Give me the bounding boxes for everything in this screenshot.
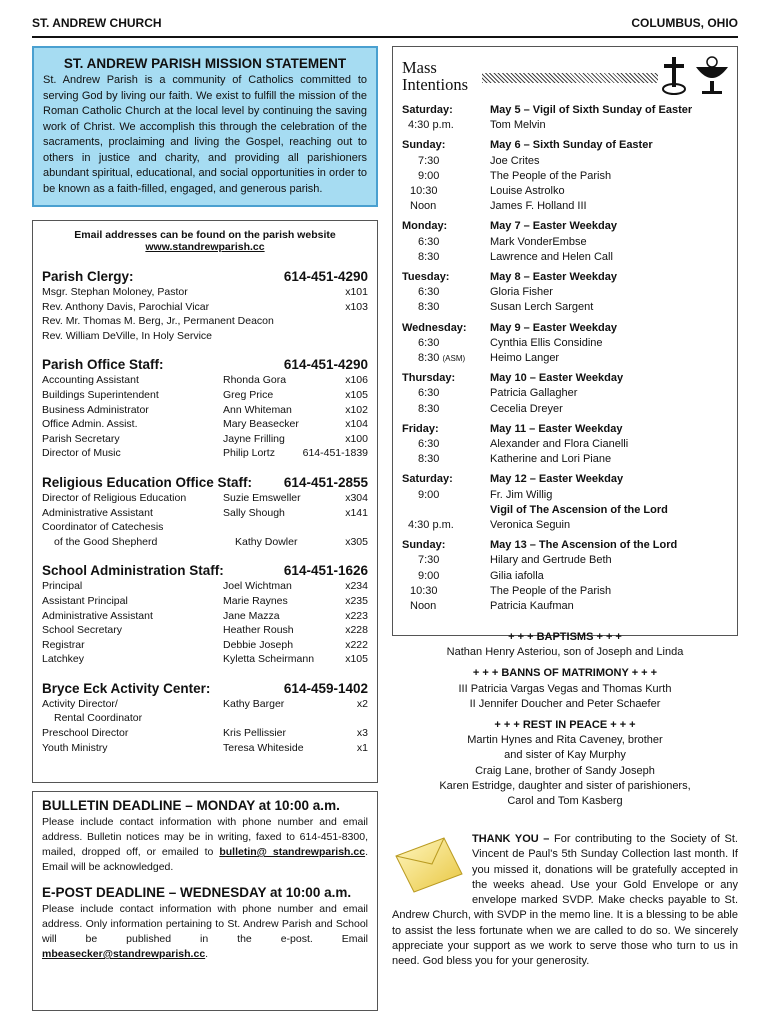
staff-extension: x102 [345,403,368,416]
notice-line: Nathan Henry Asteriou, son of Joseph and Linda [446,646,684,659]
staff-row [42,446,368,461]
section-title: Bryce Eck Activity Center: [42,680,211,696]
staff-directory [32,220,378,783]
mass-time [402,300,490,315]
staff-role: School Secretary [42,624,122,637]
staff-role: Parish Secretary [42,432,120,445]
mass-day-heading: May 10 – Easter Weekday [490,372,624,385]
mass-time-note: (ASM) [442,354,466,364]
staff-extension: x305 [345,535,368,548]
mass-intention-name: Gilia iafolla [490,569,544,582]
mass-day-times [402,219,490,265]
staff-section-bryce [42,681,368,755]
staff-name: Greg Price [223,388,274,401]
staff-role: Activity Director/ [42,697,118,710]
staff-role: Youth Ministry [42,741,108,754]
mass-day [402,138,728,214]
section-phone: 614-459-1402 [283,680,368,696]
staff-name: Ann Whiteman [223,403,292,416]
deadline-box [32,791,378,1011]
staff-role: Office Admin. Assist. [42,418,138,431]
mass-day [402,422,728,468]
mass-intention-name: Patricia Kaufman [490,600,574,613]
decorative-stripe [482,73,658,83]
mass-time [402,351,490,366]
mass-time-value: 6:30 [418,286,440,299]
staff-extension: x235 [345,594,368,607]
mass-time-value: 7:30 [418,554,440,567]
mass-intention-name: Fr. Jim Willig [490,488,553,501]
mass-time-value: 6:30 [418,336,440,349]
mass-time [402,599,490,614]
mass-title-line2: Intentions [402,75,468,94]
staff-row [42,741,368,756]
mass-day [402,270,728,316]
email-note: Email addresses can be found on the parish website [74,229,336,241]
thank-you-text: For contributing to the Society of St. Vincent de Paul's 5th Sunday Collection last month. If you missed it, donations will be gratefully accepted in the weeks ahead. Use your Gold Envelope or any envelope marked SVDP. Make checks payable to St. Andrew Church, with SVDP in the memo line. It is a blessing to be able to assist the less fortunate when we are called to do so. We sincerely appreciate your support as we work to serve those who turn to us in need. God bless you for your generosity. [392,833,738,968]
mass-intention-name: Joe Crites [490,154,540,167]
mass-time [402,553,490,568]
mass-day-name: Sunday: [402,539,446,552]
staff-role: Director of Music [42,447,121,460]
staff-row [42,388,368,403]
mass-intention-name: Cynthia Ellis Considine [490,336,603,349]
mass-intention-name: The People of the Parish [490,169,612,182]
staff-name: Debbie Joseph [223,638,294,651]
mass-intention-name: Mark VonderEmbse [490,235,587,248]
staff-row [42,520,368,535]
notice-line: III Patricia Vargas Vegas and Thomas Kurth [458,682,672,695]
mass-time-value: 7:30 [418,154,440,167]
mass-time [402,584,490,599]
mass-day [402,219,728,265]
staff-row [42,652,368,667]
staff-role: Preschool Director [42,727,129,740]
staff-role: Principal [42,580,83,593]
mass-day-heading: May 8 – Easter Weekday [490,271,617,284]
staff-section-heading [42,563,368,578]
banns-list [392,682,738,712]
rip-heading: + + + REST IN PEACE + + + [494,719,636,732]
staff-row [42,403,368,418]
baptisms-block [392,630,738,660]
staff-role: Accounting Assistant [42,374,139,387]
staff-row [42,623,368,638]
mass-day-times [402,371,490,417]
mass-day-name: Saturday: [402,473,453,486]
epost-text: Please include contact information with phone number and email address. Only information pertaining to St. Andrew Parish and School will be published in the e-post. Email [42,903,368,945]
parish-notices [392,630,738,815]
staff-extension: x223 [345,609,368,622]
mass-day-name: Tuesday: [402,271,450,284]
mass-intention-name: James F. Holland III [490,200,587,213]
mass-day-times [402,321,490,367]
mass-intention-name: Tom Melvin [490,119,546,132]
staff-role: Buildings Superintendent [42,388,159,401]
mass-intention-name: Lawrence and Helen Call [490,250,613,263]
mass-time [402,336,490,351]
mass-time-value: 10:30 [410,185,438,198]
bulletin-tail: . Email will be acknowledged. [42,846,368,873]
epost-deadline-text [42,902,368,962]
staff-name: Rev. William DeVille, In Holy Service [42,329,212,342]
mass-time-value: 4:30 p.m. [408,519,454,532]
staff-extension: x2 [356,697,368,710]
envelope-icon [392,834,466,894]
thank-you-notice [392,832,738,970]
section-title: School Administration Staff: [42,563,224,579]
staff-name: Kathy Barger [223,697,285,710]
mass-title-line1: Mass [402,58,437,77]
notice-line: Carol and Tom Kasberg [507,795,623,808]
staff-name: Rev. Mr. Thomas M. Berg, Jr., Permanent Deacon [42,315,274,328]
staff-name: Kathy Dowler [235,535,298,548]
section-phone: 614-451-1626 [283,563,368,579]
mass-intention-name: Heimo Langer [490,352,560,365]
staff-row [42,432,368,447]
mass-time-value: 6:30 [418,438,440,451]
mass-time [402,503,490,518]
staff-name: Heather Roush [223,624,294,637]
mass-time-value: Noon [410,200,437,213]
mass-time [402,452,490,467]
staff-row [42,638,368,653]
left-column [32,46,378,1011]
section-phone: 614-451-4290 [283,357,368,373]
header-right: COLUMBUS, OHIO [631,16,738,30]
mass-schedule [402,103,728,614]
mass-intention-name: Alexander and Flora Cianelli [490,438,629,451]
mass-time [402,154,490,169]
mass-time [402,169,490,184]
staff-section-heading [42,357,368,372]
mass-intention-name: Gloria Fisher [490,286,553,299]
staff-role: of the Good Shepherd [54,535,158,548]
mass-intention-name: Veronica Seguin [490,519,571,532]
mass-day-times [402,472,490,533]
mass-day-name: Sunday: [402,139,446,152]
staff-row [42,314,368,329]
epost-email-link[interactable]: mbeasecker@standrewparish.cc [42,948,206,960]
mass-day-heading: May 7 – Easter Weekday [490,220,617,233]
mass-day-times [402,422,490,468]
staff-name: Suzie Emsweller [223,491,301,504]
rip-block [392,718,738,809]
mass-day [402,321,728,367]
mass-time-value: 9:00 [418,169,440,182]
mass-day-intentions [490,371,728,417]
mass-day-name: Wednesday: [402,321,467,334]
right-column [392,46,738,636]
mission-title: ST. ANDREW PARISH MISSION STATEMENT [63,56,347,71]
staff-name: Teresa Whiteside [223,741,304,754]
notice-line: Martin Hynes and Rita Caveney, brother [467,734,663,747]
mission-text: St. Andrew Parish is a community of Catholics committed to serving God by living our faith. We exist to fulfill the mission of the Roman Catholic Church at the local level by continuing the saving work of Christ. We accomplish this through the celebration of the sacraments, proclaiming and living the Gospel, reaching out to others in justice and charity, and providing all parishioners abundant spiritual, educational, and social opportunities in order to be known as a faith-filled, engaged, and generous parish. [43,74,367,195]
bulletin-text: Please include contact information with phone number and email address. Bulletin notices may be in writing, faxed to 614-451-8300, mailed, dropped off, or emailed to [42,816,368,858]
mass-time [402,386,490,401]
staff-role: Business Administrator [42,403,149,416]
mass-time [402,199,490,214]
staff-row [42,579,368,594]
mission-box [32,46,378,207]
staff-sections [42,269,368,755]
staff-name: Kyletta Scheirmann [223,653,315,666]
staff-section-school [42,563,368,667]
staff-section-heading [42,475,368,490]
staff-name: Sally Shough [223,506,285,519]
staff-role: Registrar [42,638,85,651]
mass-time [402,285,490,300]
mass-day-name: Thursday: [402,372,456,385]
page-header [32,16,738,38]
mass-day [402,472,728,533]
staff-extension: x103 [345,300,368,313]
staff-section-clergy [42,269,368,343]
staff-role: Administrative Assistant [42,609,153,622]
mass-time-value: 4:30 p.m. [408,119,454,132]
mass-day [402,371,728,417]
chalice-host-icon [660,55,730,97]
bulletin-deadline-text [42,815,368,875]
staff-row [42,329,368,344]
rip-list [392,733,738,809]
mass-day-times [402,103,490,133]
staff-row [42,726,368,741]
mass-time-value: 8:30 [418,352,440,365]
section-phone: 614-451-2855 [283,474,368,490]
mass-time [402,402,490,417]
banns-heading: + + + BANNS OF MATRIMONY + + + [472,667,658,680]
mass-intentions-box [392,46,738,636]
staff-name: Kris Pellissier [223,727,287,740]
header-left: ST. ANDREW CHURCH [32,16,162,30]
staff-name: Jayne Frilling [223,432,285,445]
mass-time [402,569,490,584]
staff-row [42,711,368,726]
staff-extension: x100 [345,432,368,445]
banns-block [392,666,738,712]
mass-day-heading: May 9 – Easter Weekday [490,321,617,334]
mass-day-intentions [490,270,728,316]
mass-day-times [402,270,490,316]
baptisms-heading: + + + BAPTISMS + + + [508,631,622,643]
mass-day-intentions [490,321,728,367]
mass-time [402,518,490,533]
staff-section-heading [42,269,368,284]
staff-extension: 614-451-1839 [302,447,368,460]
staff-row [42,697,368,712]
mass-day-name: Saturday: [402,104,453,116]
mass-time [402,184,490,199]
bulletin-deadline-title: BULLETIN DEADLINE – MONDAY at 10:00 a.m. [42,798,340,813]
notice-line: and sister of Kay Murphy [504,749,626,762]
mass-intention-name: Patricia Gallagher [490,387,578,400]
staff-name: Philip Lortz [223,447,275,460]
staff-extension: x105 [345,653,368,666]
mass-time-value: 9:00 [418,569,440,582]
staff-row [42,506,368,521]
staff-row [42,594,368,609]
notice-line: II Jennifer Doucher and Peter Schaefer [469,697,661,710]
staff-section-heading [42,681,368,696]
staff-row [42,373,368,388]
mass-day-name: Monday: [402,220,448,233]
mass-day [402,538,728,614]
mass-day-heading: May 6 – Sixth Sunday of Easter [490,139,653,152]
staff-extension: x101 [345,286,368,298]
mass-time-value: 8:30 [418,301,440,314]
staff-row [42,285,368,300]
epost-deadline-title: E-POST DEADLINE – WEDNESDAY at 10:00 a.m. [42,885,352,900]
mass-day-intentions [490,422,728,468]
baptisms-list [392,645,738,660]
staff-role: Assistant Principal [42,594,128,607]
mass-intention-name: Susan Lerch Sargent [490,301,594,314]
staff-role: Latchkey [42,653,85,666]
staff-name: Mary Beasecker [223,418,299,431]
epost-tail: . [205,948,209,960]
mass-day-name: Friday: [402,422,439,435]
mass-time [402,437,490,452]
mass-intention-name: Cecelia Dreyer [490,402,563,415]
staff-name: Rev. Anthony Davis, Parochial Vicar [42,300,210,313]
mass-day-intentions [490,138,728,214]
mass-intentions-header [402,51,728,103]
mass-intention-name: The People of the Parish [490,584,612,597]
mass-time-value: 8:30 [418,453,440,466]
staff-row [42,609,368,624]
mass-time [402,488,490,503]
staff-extension: x304 [345,491,368,504]
staff-role: Administrative Assistant [42,506,153,519]
section-title: Religious Education Office Staff: [42,474,253,490]
staff-extension: x1 [356,741,368,754]
mass-intention-name: Hilary and Gertrude Beth [490,554,612,567]
mass-time [402,235,490,250]
mass-day [402,103,728,133]
staff-row [42,491,368,506]
staff-role: Coordinator of Catechesis [42,521,164,534]
section-title: Parish Office Staff: [42,357,164,373]
mass-day-heading: May 12 – Easter Weekday [490,473,624,486]
mass-time-value: 6:30 [418,387,440,400]
mass-day-times [402,538,490,614]
staff-extension: x105 [345,388,368,401]
staff-row [42,300,368,315]
bulletin-email-link[interactable]: bulletin@ standrewparish.cc [219,846,366,858]
notice-line: Craig Lane, brother of Sandy Joseph [475,764,655,777]
mass-time-value: 8:30 [418,402,440,415]
staff-row [42,535,368,550]
website-link[interactable]: www.standrewparish.cc [145,241,265,253]
notice-line: Karen Estridge, daughter and sister of parishioners, [439,779,691,792]
mass-day-intentions [490,103,728,133]
staff-extension: x141 [345,506,368,519]
mass-day-heading: May 5 – Vigil of Sixth Sunday of Easter [490,104,693,116]
staff-name [223,520,368,535]
mass-day-times [402,138,490,214]
staff-name: Joel Wichtman [223,580,292,593]
staff-name: Rhonda Gora [223,374,287,387]
mass-time-value: 9:00 [418,488,440,501]
mass-intention-name: Vigil of The Ascension of the Lord [490,503,668,516]
thank-you-lead: THANK YOU – [472,833,550,845]
staff-extension: x104 [345,418,368,431]
staff-name: Marie Raynes [223,594,288,607]
mass-day-heading: May 11 – Easter Weekday [490,422,623,435]
staff-extension: x228 [345,624,368,637]
staff-extension: x234 [345,580,368,593]
staff-extension: x106 [345,374,368,387]
staff-role: Rental Coordinator [54,712,143,725]
staff-name: Msgr. Stephan Moloney, Pastor [42,286,188,298]
staff-name [235,711,368,726]
mass-intentions-title [402,59,468,93]
staff-extension: x3 [356,727,368,740]
staff-row [42,417,368,432]
mass-day-intentions [490,219,728,265]
mass-intention-name: Katherine and Lori Piane [490,453,612,466]
mass-time-value: 8:30 [418,250,440,263]
mass-day-intentions [490,472,728,533]
mass-time-value: 6:30 [418,235,440,248]
staff-name: Jane Mazza [223,609,280,622]
section-title: Parish Clergy: [42,269,134,284]
mass-time-value: Noon [410,600,437,613]
staff-section-office [42,357,368,461]
mass-day-intentions [490,538,728,614]
mass-time [402,118,490,133]
mass-intention-name: Louise Astrolko [490,185,565,198]
mass-time-value: 10:30 [410,584,438,597]
staff-role: Director of Religious Education [42,491,187,504]
section-phone: 614-451-4290 [283,269,368,284]
mass-day-heading: May 13 – The Ascension of the Lord [490,539,678,552]
staff-section-religious [42,475,368,549]
staff-extension: x222 [345,638,368,651]
mass-time [402,250,490,265]
